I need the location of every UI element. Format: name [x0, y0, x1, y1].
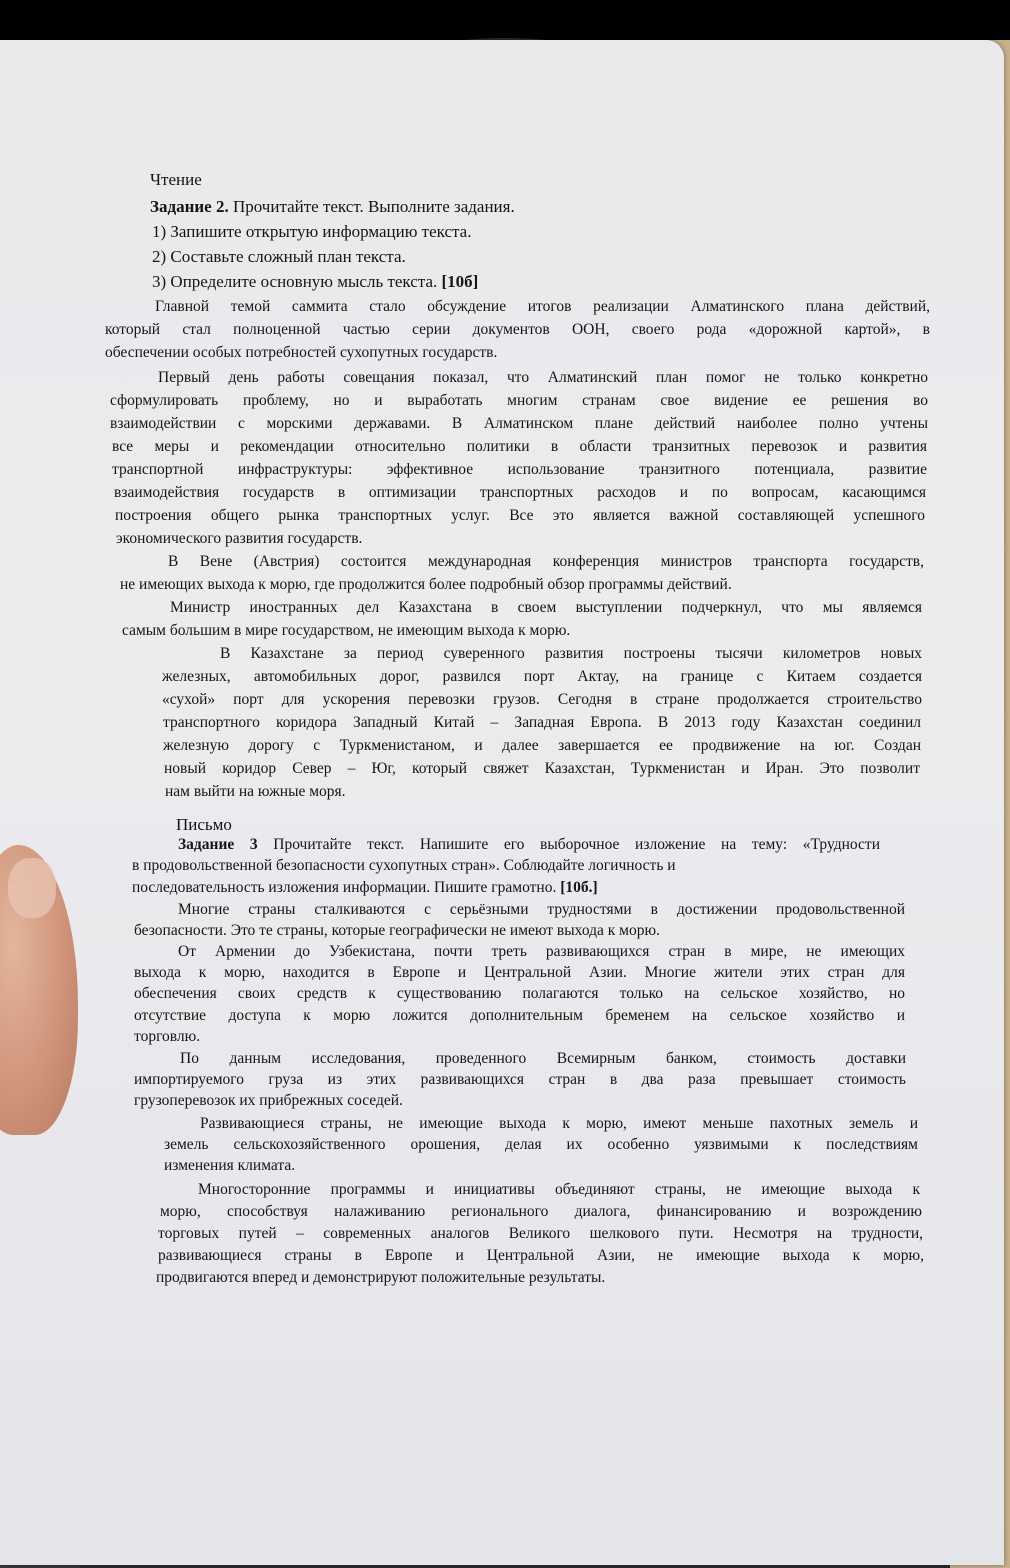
task2-text: Прочитайте текст. Выполните задания. [232, 197, 515, 216]
task2-item-2: 2) Составьте сложный план текста. [152, 247, 406, 266]
writing-line: От Армении до Узбекистана, почти треть развивающихся стран в мире, не имеющих [178, 943, 905, 960]
reading-line: не имеющих выхода к морю, где продолжится более подробный обзор программы действий. [120, 576, 732, 593]
writing-line: По данным исследования, проведенного Всемирным банком, стоимость доставки [180, 1050, 906, 1067]
writing-line: Развивающиеся страны, не имеющие выхода к морю, имеют меньше пахотных земель и [200, 1115, 918, 1132]
task2-item-3 [152, 272, 478, 292]
reading-line: транспортного коридора Западный Китай – Западная Европа. В 2013 году Казахстан соединил [163, 714, 921, 731]
top-black-bar [0, 0, 1010, 40]
task3-text-2: в продовольственной безопасности сухопутных стран». Соблюдайте логичность и [132, 857, 676, 874]
writing-line: обеспечения своих средств к существованию полагаются только на сельское хозяйство, но [134, 985, 905, 1002]
writing-line: морю, способствуя налаживанию регионального диалога, финансированию и возрождению [160, 1203, 922, 1220]
writing-line: земель сельскохозяйственного орошения, делая их особенно уязвимыми к последствиям [164, 1136, 918, 1153]
writing-line: развивающиеся страны в Европе и Центральной Азии, не имеющие выхода к морю, [158, 1247, 924, 1264]
reading-line: Главной темой саммита стало обсуждение итогов реализации Алматинского плана действий, [155, 298, 930, 315]
writing-line: изменения климата. [164, 1157, 296, 1174]
reading-line: В Вене (Австрия) состоится международная конференция министров транспорта государств, [168, 553, 924, 570]
task3-title [178, 835, 880, 855]
reading-line: взаимодействии с морскими державами. В Алматинском плане действий наиболее полно учтены [110, 415, 928, 432]
reading-line: транспортной инфраструктуры: эффективное использование транзитного потенциала, развитие [112, 461, 927, 478]
writing-line: торговых путей – современных аналогов Великого шелкового пути. Несмотря на трудности, [158, 1225, 923, 1242]
task2-points: [10б] [441, 272, 479, 291]
document-content [0, 40, 1004, 1565]
paper-sheet [0, 40, 1004, 1565]
writing-line: торговлю. [134, 1028, 201, 1045]
reading-line: который стал полноценной частью серии документов ООН, своего рода «дорожной картой», в [105, 321, 930, 338]
writing-line: импортируемого груза из этих развивающихся стран в два раза превышает стоимость [134, 1071, 906, 1088]
reading-line: экономического развития государств. [116, 530, 363, 547]
writing-heading: Письмо [176, 815, 232, 834]
task2-title [150, 197, 515, 217]
task3-text-3-row [132, 878, 598, 898]
writing-line: отсутствие доступа к морю ложится дополнительным бременем на сельское хозяйство и [134, 1007, 905, 1024]
task3-text-3: последовательность изложения информации. Пишите грамотно. [132, 879, 557, 896]
reading-line: железных, автомобильных дорог, развился порт Актау, на границе с Китаем создается [162, 668, 922, 685]
task3-label: Задание 3 [178, 836, 258, 853]
writing-line: продвигаются вперед и демонстрируют положительные результаты. [156, 1269, 606, 1286]
reading-line: все меры и рекомендации относительно политики в области транзитных перевозок и развития [112, 438, 927, 455]
reading-heading: Чтение [150, 170, 202, 189]
writing-line: безопасности. Это те страны, которые географически не имеют выхода к морю. [134, 922, 660, 939]
writing-line: грузоперевозок их прибрежных соседей. [134, 1092, 403, 1109]
reading-line: построения общего рынка транспортных услуг. Все это является важной составляющей успешного [115, 507, 925, 524]
task2-label: Задание 2. [150, 197, 229, 216]
reading-line: Министр иностранных дел Казахстана в своем выступлении подчеркнул, что мы являемся [170, 599, 922, 616]
writing-line: выхода к морю, находится в Европе и Центральной Азии. Многие жители этих стран для [134, 964, 905, 981]
task2-item-3-text: 3) Определите основную мысль текста. [152, 272, 438, 291]
reading-line: железную дорогу с Туркменистаном, и далее завершается ее продвижение на юг. Создан [163, 737, 921, 754]
reading-line: сформулировать проблему, но и выработать многим странам свое видение ее решения во [110, 392, 928, 409]
task2-item-1: 1) Запишите открытую информацию текста. [152, 222, 472, 241]
reading-line: взаимодействия государств в оптимизации транспортных расходов и по вопросам, касающимся [114, 484, 926, 501]
finger-nail [8, 858, 56, 918]
task3-text-1: Прочитайте текст. Напишите его выборочное изложение на тему: «Трудности [273, 836, 880, 853]
writing-line: Многосторонние программы и инициативы объединяют страны, не имеющие выхода к [198, 1181, 920, 1198]
task3-points: [10б.] [560, 879, 598, 896]
reading-line: самым большим в мире государством, не имеющим выхода к морю. [122, 622, 571, 639]
reading-line: обеспечении особых потребностей сухопутных государств. [105, 344, 498, 361]
reading-line: Первый день работы совещания показал, что Алматинский план помог не только конкретно [158, 369, 928, 386]
reading-line: «сухой» порт для ускорения перевозки грузов. Сегодня в стране продолжается строительство [162, 691, 922, 708]
writing-line: Многие страны сталкиваются с серьёзными трудностями в достижении продовольственной [178, 901, 905, 918]
reading-line: В Казахстане за период суверенного развития построены тысячи километров новых [220, 645, 922, 662]
reading-line: нам выйти на южные моря. [165, 783, 346, 800]
reading-line: новый коридор Север – Юг, который свяжет Казахстан, Туркменистан и Иран. Это позволит [164, 760, 920, 777]
